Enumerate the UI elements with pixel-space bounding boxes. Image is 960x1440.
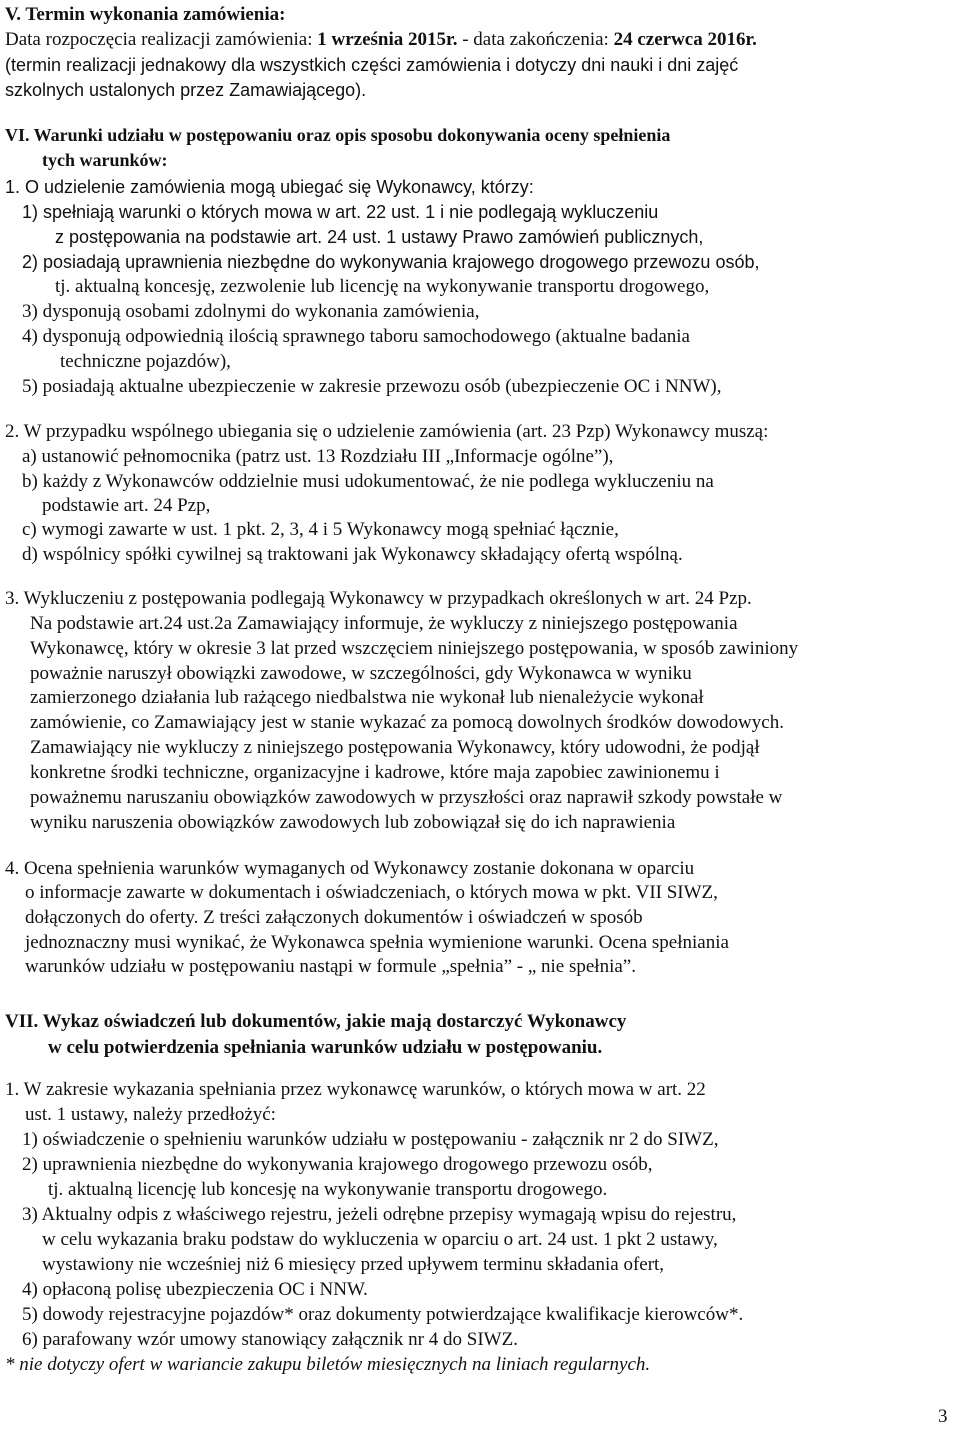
p3-line: Wykonawcę, który w okresie 3 lat przed wszczęciem niniejszego postępowania, w sposób zawiniony bbox=[30, 638, 799, 659]
end-date: 24 czerwca 2016r. bbox=[613, 29, 757, 50]
section-v-note-line1: (termin realizacji jednakowy dla wszystkich części zamówienia i dotyczy dni nauki i dni zajęć bbox=[5, 55, 739, 75]
p2-line: c) wymogi zawarte w ust. 1 pkt. 2, 3, 4 i 5 Wykonawcy mogą spełniać łącznie, bbox=[22, 519, 619, 540]
p4-line: 4. Ocena spełnienia warunków wymaganych od Wykonawcy zostanie dokonana w oparciu bbox=[5, 858, 695, 879]
start-date: 1 września 2015r. bbox=[317, 29, 458, 50]
start-label: Data rozpoczęcia realizacji zamówienia: bbox=[5, 29, 318, 50]
p3-line: konkretne środki techniczne, organizacyjne i kadrowe, które maja zapobiec zawinionemu i bbox=[30, 762, 720, 783]
footnote: * nie dotyczy ofert w wariancie zakupu biletów miesięcznych na liniach regularnych. bbox=[5, 1354, 651, 1375]
p2-line: a) ustanowić pełnomocnika (patrz ust. 13 Rozdziału III „Informacje ogólne”), bbox=[22, 446, 614, 467]
p1-line: z postępowania na podstawie art. 24 ust. 1 ustawy Prawo zamówień publicznych, bbox=[55, 227, 704, 247]
p1-line: tj. aktualną koncesję, zezwolenie lub licencję na wykonywanie transportu drogowego, bbox=[55, 276, 710, 297]
section-v-note-line2: szkolnych ustalonych przez Zamawiającego). bbox=[5, 80, 367, 100]
vii-line: tj. aktualną licencję lub koncesję na wykonywanie transportu drogowego. bbox=[48, 1179, 608, 1200]
vii-line: ust. 1 ustawy, należy przedłożyć: bbox=[25, 1104, 276, 1125]
p3-line: wyniku naruszenia obowiązków zawodowych lub zobowiązał się do ich naprawienia bbox=[30, 812, 676, 833]
p2-line: 2. W przypadku wspólnego ubiegania się o udzielenie zamówienia (art. 23 Pzp) Wykonawcy muszą: bbox=[5, 421, 769, 442]
section-vi-heading-line1: VI. Warunki udziału w postępowaniu oraz opis sposobu dokonywania oceny spełnienia bbox=[5, 125, 671, 145]
p3-line: 3. Wykluczeniu z postępowania podlegają Wykonawcy w przypadkach określonych w art. 24 Pzp. bbox=[5, 588, 752, 609]
p3-line: poważnemu naruszaniu obowiązków zawodowych w przyszłości oraz naprawił szkody powstałe w bbox=[30, 787, 783, 808]
p4-line: warunków udziału w postępowaniu nastąpi w formule „spełnia” - „ nie spełnia”. bbox=[25, 956, 636, 977]
p2-line: b) każdy z Wykonawców oddzielnie musi udokumentować, że nie podlega wykluczeniu na bbox=[22, 471, 714, 492]
p1-line: techniczne pojazdów), bbox=[60, 351, 231, 372]
section-vii-heading-line2: w celu potwierdzenia spełniania warunków udziału w postępowaniu. bbox=[48, 1037, 603, 1058]
p2-line: podstawie art. 24 Pzp, bbox=[42, 495, 211, 516]
vii-line: w celu wykazania braku podstaw do wykluczenia w oparciu o art. 24 ust. 1 pkt 2 ustawy, bbox=[42, 1229, 718, 1250]
p1-line: 3) dysponują osobami zdolnymi do wykonania zamówienia, bbox=[22, 301, 480, 322]
vii-line: 4) opłaconą polisę ubezpieczenia OC i NNW. bbox=[22, 1279, 368, 1300]
vii-line: 3) Aktualny odpis z właściwego rejestru, jeżeli odrębne przepisy wymagają wpisu do rejestru, bbox=[22, 1204, 737, 1225]
p1-line: 1. O udzielenie zamówienia mogą ubiegać się Wykonawcy, którzy: bbox=[5, 177, 534, 197]
p3-line: Zamawiający nie wykluczy z niniejszego postępowania Wykonawcy, który udowodni, że podjął bbox=[30, 737, 760, 758]
vii-line: wystawiony nie wcześniej niż 6 miesięcy przed upływem terminu składania ofert, bbox=[42, 1254, 665, 1275]
section-vi-heading-line2: tych warunków: bbox=[42, 150, 168, 170]
end-label: - data zakończenia: bbox=[457, 29, 614, 50]
p1-line: 2) posiadają uprawnienia niezbędne do wykonywania krajowego drogowego przewozu osób, bbox=[22, 252, 760, 272]
p2-line: d) wspólnicy spółki cywilnej są traktowani jak Wykonawcy składający ofertą wspólną. bbox=[22, 544, 683, 565]
p4-line: o informacje zawarte w dokumentach i oświadczeniach, o których mowa w pkt. VII SIWZ, bbox=[25, 882, 718, 903]
vii-line: 1. W zakresie wykazania spełniania przez wykonawcę warunków, o których mowa w art. 22 bbox=[5, 1079, 706, 1100]
p4-line: jednoznaczny musi wynikać, że Wykonawca spełnia wymienione warunki. Ocena spełniania bbox=[25, 932, 729, 953]
p1-line: 5) posiadają aktualne ubezpieczenie w zakresie przewozu osób (ubezpieczenie OC i NNW), bbox=[22, 376, 722, 397]
vii-line: 2) uprawnienia niezbędne do wykonywania krajowego drogowego przewozu osób, bbox=[22, 1154, 653, 1175]
p4-line: dołączonych do oferty. Z treści załączonych dokumentów i oświadczeń w sposób bbox=[25, 907, 643, 928]
page-number: 3 bbox=[938, 1406, 948, 1427]
section-vii-heading-line1: VII. Wykaz oświadczeń lub dokumentów, jakie mają dostarczyć Wykonawcy bbox=[5, 1011, 627, 1032]
vii-line: 1) oświadczenie o spełnieniu warunków udziału w postępowaniu - załącznik nr 2 do SIWZ, bbox=[22, 1129, 719, 1150]
p1-line: 4) dysponują odpowiednią ilością sprawnego taboru samochodowego (aktualne badania bbox=[22, 326, 690, 347]
p3-line: zamówienie, co Zamawiający jest w stanie wykazać za pomocą dowolnych środków dowodowych. bbox=[30, 712, 784, 733]
section-v-dates bbox=[5, 28, 757, 52]
p3-line: Na podstawie art.24 ust.2a Zamawiający informuje, że wykluczy z niniejszego postępowania bbox=[30, 613, 738, 634]
p1-line: 1) spełniają warunki o których mowa w art. 22 ust. 1 i nie podlegają wykluczeniu bbox=[22, 202, 659, 222]
p3-line: poważnie naruszył obowiązki zawodowe, w szczególności, gdy Wykonawca w wyniku bbox=[30, 663, 692, 684]
vii-line: 5) dowody rejestracyjne pojazdów* oraz dokumenty potwierdzające kwalifikacje kierowców*. bbox=[22, 1304, 744, 1325]
vii-line: 6) parafowany wzór umowy stanowiący załącznik nr 4 do SIWZ. bbox=[22, 1329, 518, 1350]
section-v-heading: V. Termin wykonania zamówienia: bbox=[5, 4, 286, 25]
p3-line: zamierzonego działania lub rażącego niedbalstwa nie wykonał lub nienależycie wykonał bbox=[30, 687, 704, 708]
